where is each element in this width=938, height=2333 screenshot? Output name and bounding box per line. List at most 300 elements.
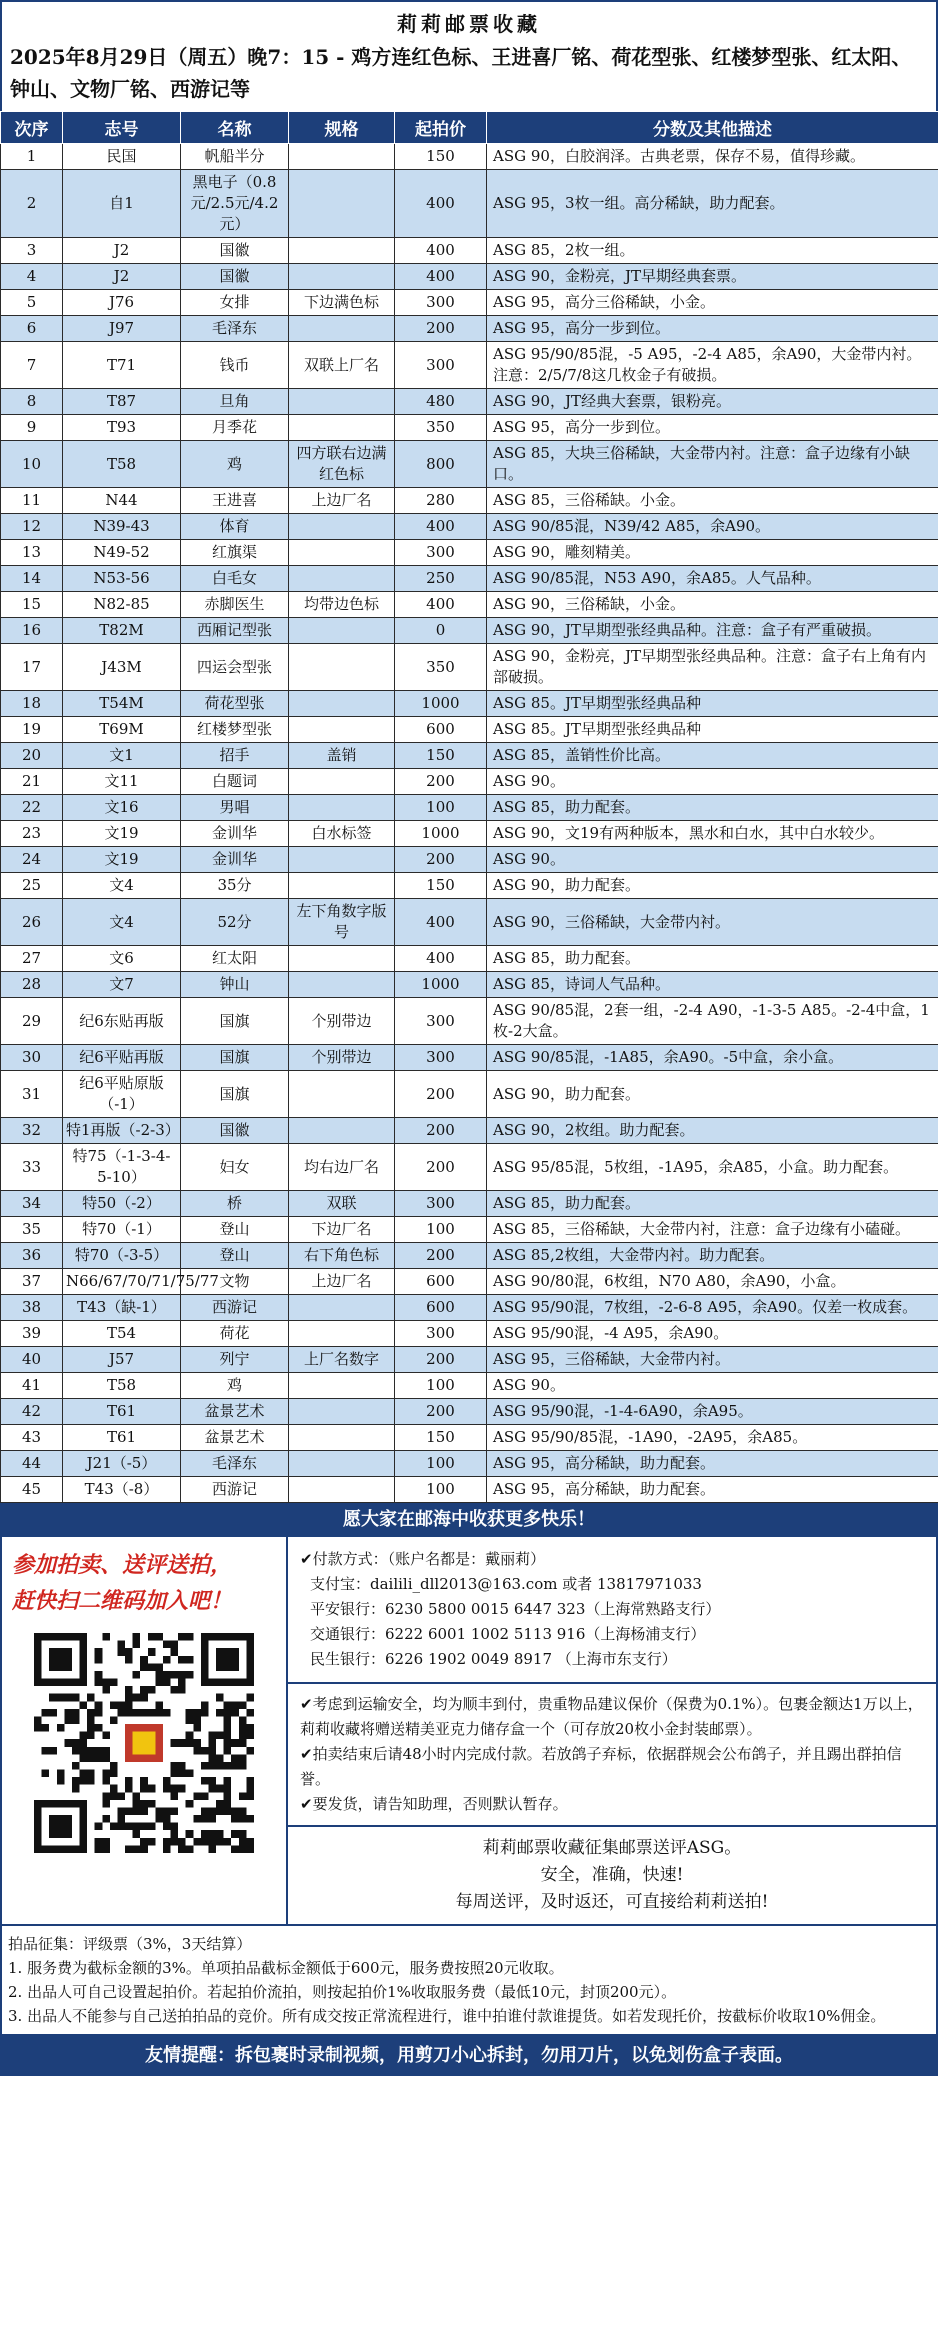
payment-alipay: 支付宝：dailili_dll2013@163.com 或者 13817971033 <box>310 1575 702 1593</box>
lot-description: ASG 85，三俗稀缺。小金。 <box>487 488 938 514</box>
lot-description: ASG 90/85混，-1A85，余A90。-5中盒，余小盒。 <box>487 1045 938 1071</box>
lot-code: N82-85 <box>63 592 181 618</box>
lot-start-price: 400 <box>395 238 487 264</box>
lot-spec: 四方联右边满红色标 <box>289 441 395 488</box>
lot-start-price: 200 <box>395 769 487 795</box>
lot-description: ASG 85，助力配套。 <box>487 1191 938 1217</box>
lot-spec <box>289 1477 395 1503</box>
table-row <box>1 1399 938 1425</box>
lot-name: 赤脚医生 <box>181 592 289 618</box>
lot-spec <box>289 769 395 795</box>
lot-code: J2 <box>63 264 181 290</box>
lot-order: 17 <box>1 644 63 691</box>
lot-order: 14 <box>1 566 63 592</box>
lot-description: ASG 85，助力配套。 <box>487 946 938 972</box>
lot-start-price: 350 <box>395 644 487 691</box>
lot-description: ASG 85，助力配套。 <box>487 795 938 821</box>
lot-code: J97 <box>63 316 181 342</box>
lot-spec <box>289 170 395 238</box>
table-row <box>1 1243 938 1269</box>
table-row <box>1 415 938 441</box>
lot-start-price: 1000 <box>395 821 487 847</box>
lot-name: 西游记 <box>181 1295 289 1321</box>
lot-description: ASG 95/90混，7枚组，-2-6-8 A95，余A90。仅差一枚成套。 <box>487 1295 938 1321</box>
lot-code: 文7 <box>63 972 181 998</box>
lot-spec <box>289 566 395 592</box>
lot-description: ASG 95/90混，-1-4-6A90，余A95。 <box>487 1399 938 1425</box>
lot-order: 23 <box>1 821 63 847</box>
lot-description: ASG 85，2枚一组。 <box>487 238 938 264</box>
lot-description: ASG 90，三俗稀缺，小金。 <box>487 592 938 618</box>
column-header-name: 名称 <box>181 112 289 144</box>
lot-name: 毛泽东 <box>181 1451 289 1477</box>
wish-banner: 愿大家在邮海中收获更多快乐！ <box>0 1503 938 1537</box>
lot-start-price: 400 <box>395 264 487 290</box>
lot-name: 妇女 <box>181 1144 289 1191</box>
lot-name: 帆船半分 <box>181 144 289 170</box>
lot-start-price: 400 <box>395 514 487 540</box>
lot-spec <box>289 316 395 342</box>
table-row <box>1 264 938 290</box>
lot-spec: 个别带边 <box>289 1045 395 1071</box>
lot-spec <box>289 717 395 743</box>
lot-code: T82M <box>63 618 181 644</box>
lot-spec <box>289 238 395 264</box>
lot-name: 列宁 <box>181 1347 289 1373</box>
lot-name: 国徽 <box>181 264 289 290</box>
lot-order: 5 <box>1 290 63 316</box>
lot-name: 52分 <box>181 899 289 946</box>
lot-name: 西厢记型张 <box>181 618 289 644</box>
lot-name: 女排 <box>181 290 289 316</box>
lot-description: ASG 90/80混，6枚组，N70 A80，余A90，小盒。 <box>487 1269 938 1295</box>
table-row <box>1 1321 938 1347</box>
lot-code: N44 <box>63 488 181 514</box>
lot-start-price: 150 <box>395 144 487 170</box>
note-payment-deadline: ✔拍卖结束后请48小时内完成付款。若放鸽子弃标，依据群规会公布鸽子，并且踢出群拍信誉。 <box>300 1745 902 1788</box>
lot-order: 25 <box>1 873 63 899</box>
lot-description: ASG 95，高分稀缺，助力配套。 <box>487 1477 938 1503</box>
lot-spec <box>289 1321 395 1347</box>
lot-start-price: 600 <box>395 717 487 743</box>
lot-start-price: 300 <box>395 1191 487 1217</box>
lot-spec: 下边厂名 <box>289 1217 395 1243</box>
lot-name: 桥 <box>181 1191 289 1217</box>
lot-name: 国徽 <box>181 238 289 264</box>
table-row <box>1 566 938 592</box>
table-row <box>1 170 938 238</box>
lot-code: T58 <box>63 1373 181 1399</box>
lot-code: 文6 <box>63 946 181 972</box>
column-header-description: 分数及其他描述 <box>487 112 938 144</box>
table-row <box>1 847 938 873</box>
lot-start-price: 150 <box>395 743 487 769</box>
lot-spec <box>289 1399 395 1425</box>
page-title: 莉莉邮票收藏 <box>397 12 541 36</box>
lot-start-price: 100 <box>395 795 487 821</box>
lot-code: 特70（-3-5） <box>63 1243 181 1269</box>
lot-start-price: 300 <box>395 998 487 1045</box>
lot-start-price: 400 <box>395 592 487 618</box>
lot-start-price: 200 <box>395 1118 487 1144</box>
slogan-line-1: 莉莉邮票收藏征集邮票送评ASG。 <box>482 1838 742 1858</box>
lot-spec <box>289 644 395 691</box>
table-row <box>1 514 938 540</box>
table-row <box>1 144 938 170</box>
lot-order: 4 <box>1 264 63 290</box>
lot-name: 体育 <box>181 514 289 540</box>
lot-order: 13 <box>1 540 63 566</box>
lot-description: ASG 95，三俗稀缺，大金带内衬。 <box>487 1347 938 1373</box>
slogan-block <box>288 1827 936 1924</box>
notes-block <box>288 1684 936 1827</box>
table-row <box>1 1295 938 1321</box>
lot-code: N66/67/70/71/75/77 <box>63 1269 181 1295</box>
table-row <box>1 1451 938 1477</box>
lot-start-price: 200 <box>395 1347 487 1373</box>
table-row <box>1 946 938 972</box>
table-row <box>1 1071 938 1118</box>
lot-code: 特75（-1-3-4-5-10） <box>63 1144 181 1191</box>
rules-block <box>0 1926 938 2036</box>
lot-description: ASG 85，大块三俗稀缺，大金带内衬。注意：盒子边缘有小缺口。 <box>487 441 938 488</box>
table-row <box>1 873 938 899</box>
lot-start-price: 150 <box>395 873 487 899</box>
lot-order: 19 <box>1 717 63 743</box>
lot-code: 文16 <box>63 795 181 821</box>
lot-start-price: 400 <box>395 946 487 972</box>
lot-spec: 下边满色标 <box>289 290 395 316</box>
lot-order: 40 <box>1 1347 63 1373</box>
promo-panel <box>2 1537 288 1924</box>
lot-start-price: 800 <box>395 441 487 488</box>
lot-order: 26 <box>1 899 63 946</box>
lot-name: 35分 <box>181 873 289 899</box>
page-subtitle: 2025年8月29日（周五）晚7：15 - 鸡方连红色标、王进喜厂铭、荷花型张、红楼梦型张、红太阳、钟山、文物厂铭、西游记等 <box>10 45 912 101</box>
lot-spec <box>289 873 395 899</box>
lot-code: 特70（-1） <box>63 1217 181 1243</box>
table-row <box>1 618 938 644</box>
lot-name: 金训华 <box>181 821 289 847</box>
note-shipping: ✔考虑到运输安全，均为顺丰到付，贵重物品建议保价（保费为0.1%）。包裹金额达1万以上，莉莉收藏将赠送精美亚克力储存盒一个（可存放20枚小金封装邮票）。 <box>300 1695 923 1738</box>
lot-start-price: 300 <box>395 342 487 389</box>
lot-name: 红旗渠 <box>181 540 289 566</box>
lot-code: 自1 <box>63 170 181 238</box>
table-row <box>1 1269 938 1295</box>
lot-order: 35 <box>1 1217 63 1243</box>
table-row <box>1 743 938 769</box>
table-row <box>1 717 938 743</box>
lot-spec <box>289 691 395 717</box>
info-section <box>0 1537 938 1926</box>
note-delivery: ✔要发货，请告知助理，否则默认暂存。 <box>300 1795 568 1813</box>
lot-order: 31 <box>1 1071 63 1118</box>
lot-spec: 个别带边 <box>289 998 395 1045</box>
table-row <box>1 441 938 488</box>
lot-code: 特50（-2） <box>63 1191 181 1217</box>
lot-start-price: 350 <box>395 415 487 441</box>
lot-code: J57 <box>63 1347 181 1373</box>
lot-spec <box>289 144 395 170</box>
lot-spec: 右下角色标 <box>289 1243 395 1269</box>
lot-spec: 盖销 <box>289 743 395 769</box>
lot-description: ASG 95，高分稀缺，助力配套。 <box>487 1451 938 1477</box>
lot-order: 2 <box>1 170 63 238</box>
lot-description: ASG 85。JT早期型张经典品种 <box>487 691 938 717</box>
table-row <box>1 316 938 342</box>
lot-name: 国旗 <box>181 998 289 1045</box>
lot-start-price: 600 <box>395 1269 487 1295</box>
lot-name: 登山 <box>181 1217 289 1243</box>
lot-name: 白题词 <box>181 769 289 795</box>
rule-item: 3. 出品人不能参与自己送拍拍品的竞价。所有成交按正常流程进行，谁中拍谁付款谁提货。如若发现托价，按截标价收取10%佣金。 <box>8 2007 886 2025</box>
lot-code: 文4 <box>63 873 181 899</box>
table-row <box>1 998 938 1045</box>
rules-heading: 拍品征集：评级票（3%，3天结算） <box>8 1935 252 1953</box>
header <box>0 0 938 111</box>
lot-order: 1 <box>1 144 63 170</box>
lot-description: ASG 95，3枚一组。高分稀缺，助力配套。 <box>487 170 938 238</box>
qr-code-icon[interactable] <box>34 1633 254 1853</box>
rule-item: 1. 服务费为截标金额的3%。单项拍品截标金额低于600元，服务费按照20元收取。 <box>8 1959 564 1977</box>
lot-code: 特1再版（-2-3） <box>63 1118 181 1144</box>
table-row <box>1 592 938 618</box>
lot-spec <box>289 1295 395 1321</box>
lot-name: 荷花型张 <box>181 691 289 717</box>
lot-start-price: 300 <box>395 1321 487 1347</box>
lot-order: 33 <box>1 1144 63 1191</box>
lot-code: 文11 <box>63 769 181 795</box>
promo-line-2: 赶快扫二维码加入吧！ <box>12 1588 233 1614</box>
lot-spec: 均带边色标 <box>289 592 395 618</box>
lot-code: 文19 <box>63 821 181 847</box>
lot-code: T93 <box>63 415 181 441</box>
lot-start-price: 100 <box>395 1451 487 1477</box>
lot-code: 纪6平贴再版 <box>63 1045 181 1071</box>
lot-spec <box>289 618 395 644</box>
lot-order: 39 <box>1 1321 63 1347</box>
lot-spec <box>289 847 395 873</box>
lot-code: 纪6平贴原版（-1） <box>63 1071 181 1118</box>
lot-description: ASG 90，白胶润泽。古典老票，保存不易，值得珍藏。 <box>487 144 938 170</box>
lot-start-price: 400 <box>395 170 487 238</box>
lot-start-price: 100 <box>395 1217 487 1243</box>
table-row <box>1 821 938 847</box>
table-row <box>1 795 938 821</box>
lot-start-price: 300 <box>395 540 487 566</box>
lot-name: 毛泽东 <box>181 316 289 342</box>
lot-description: ASG 95/90/85混，-5 A95，-2-4 A85，余A90，大金带内衬。注意：2/5/7/8这几枚金子有破损。 <box>487 342 938 389</box>
lot-spec: 左下角数字版号 <box>289 899 395 946</box>
lot-name: 国徽 <box>181 1118 289 1144</box>
table-row <box>1 342 938 389</box>
table-row <box>1 1347 938 1373</box>
lot-code: 文1 <box>63 743 181 769</box>
lot-spec <box>289 1425 395 1451</box>
lot-start-price: 200 <box>395 1243 487 1269</box>
lot-spec: 上厂名数字 <box>289 1347 395 1373</box>
lot-name: 钱币 <box>181 342 289 389</box>
lot-description: ASG 85，诗词人气品种。 <box>487 972 938 998</box>
lot-start-price: 200 <box>395 1399 487 1425</box>
table-row <box>1 540 938 566</box>
lot-description: ASG 85。JT早期型张经典品种 <box>487 717 938 743</box>
slogan-line-2: 安全，准确，快速! <box>540 1865 684 1885</box>
lot-description: ASG 90，助力配套。 <box>487 1071 938 1118</box>
lot-start-price: 200 <box>395 1144 487 1191</box>
lot-description: ASG 90，雕刻精美。 <box>487 540 938 566</box>
lot-spec: 双联上厂名 <box>289 342 395 389</box>
lot-order: 21 <box>1 769 63 795</box>
lot-description: ASG 90，金粉亮，JT早期型张经典品种。注意：盒子右上角有内部破损。 <box>487 644 938 691</box>
lot-name: 男唱 <box>181 795 289 821</box>
column-header-order: 次序 <box>1 112 63 144</box>
lots-body <box>1 144 938 1503</box>
lot-code: 纪6东贴再版 <box>63 998 181 1045</box>
lot-name: 文物 <box>181 1269 289 1295</box>
lot-description: ASG 95，高分一步到位。 <box>487 316 938 342</box>
lot-name: 登山 <box>181 1243 289 1269</box>
lot-description: ASG 85，三俗稀缺，大金带内衬，注意：盒子边缘有小磕碰。 <box>487 1217 938 1243</box>
lot-order: 8 <box>1 389 63 415</box>
lot-spec <box>289 514 395 540</box>
lot-spec <box>289 415 395 441</box>
table-row <box>1 1373 938 1399</box>
lot-code: N39-43 <box>63 514 181 540</box>
lot-name: 钟山 <box>181 972 289 998</box>
lot-order: 29 <box>1 998 63 1045</box>
lot-start-price: 0 <box>395 618 487 644</box>
lot-start-price: 280 <box>395 488 487 514</box>
lot-order: 45 <box>1 1477 63 1503</box>
lot-description: ASG 90，JT经典大套票，银粉亮。 <box>487 389 938 415</box>
lot-code: J21（-5） <box>63 1451 181 1477</box>
lot-order: 6 <box>1 316 63 342</box>
lot-spec <box>289 1118 395 1144</box>
lot-description: ASG 95，高分三俗稀缺，小金。 <box>487 290 938 316</box>
lot-description: ASG 95/85混，5枚组，-1A95，余A85，小盒。助力配套。 <box>487 1144 938 1191</box>
lot-name: 四运会型张 <box>181 644 289 691</box>
table-row <box>1 488 938 514</box>
lot-spec: 均右边厂名 <box>289 1144 395 1191</box>
lot-code: T43（-8） <box>63 1477 181 1503</box>
lot-description: ASG 90/85混，N39/42 A85，余A90。 <box>487 514 938 540</box>
lot-name: 白毛女 <box>181 566 289 592</box>
lot-order: 20 <box>1 743 63 769</box>
table-row <box>1 290 938 316</box>
lot-code: T71 <box>63 342 181 389</box>
lot-start-price: 100 <box>395 1373 487 1399</box>
lot-spec <box>289 389 395 415</box>
lot-description: ASG 90。 <box>487 1373 938 1399</box>
lot-code: 文19 <box>63 847 181 873</box>
lot-name: 鸡 <box>181 441 289 488</box>
column-header-start-price: 起拍价 <box>395 112 487 144</box>
payment-pingan-bank: 平安银行：6230 5800 0015 6447 323（上海常熟路支行） <box>310 1600 721 1618</box>
table-row <box>1 389 938 415</box>
lot-spec <box>289 1451 395 1477</box>
lot-description: ASG 90，JT早期型张经典品种。注意：盒子有严重破损。 <box>487 618 938 644</box>
table-row <box>1 1118 938 1144</box>
table-row <box>1 1191 938 1217</box>
lot-order: 18 <box>1 691 63 717</box>
lot-description: ASG 95/90/85混，-1A90，-2A95，余A85。 <box>487 1425 938 1451</box>
lot-order: 10 <box>1 441 63 488</box>
lot-spec <box>289 972 395 998</box>
table-row <box>1 644 938 691</box>
lot-order: 36 <box>1 1243 63 1269</box>
lot-start-price: 150 <box>395 1425 487 1451</box>
column-header-spec: 规格 <box>289 112 395 144</box>
rule-item: 2. 出品人可自己设置起拍价。若起拍价流拍，则按起拍价1%收取服务费（最低10元，封顶200元）。 <box>8 1983 677 2001</box>
lot-code: N53-56 <box>63 566 181 592</box>
lot-spec <box>289 264 395 290</box>
table-header-row <box>1 112 938 144</box>
lot-description: ASG 90/85混，N53 A90，余A85。人气品种。 <box>487 566 938 592</box>
lot-code: 文4 <box>63 899 181 946</box>
lot-name: 黑电子（0.8元/2.5元/4.2元） <box>181 170 289 238</box>
lot-order: 28 <box>1 972 63 998</box>
lot-start-price: 600 <box>395 1295 487 1321</box>
table-row <box>1 1217 938 1243</box>
lot-spec: 双联 <box>289 1191 395 1217</box>
lot-order: 11 <box>1 488 63 514</box>
lot-start-price: 100 <box>395 1477 487 1503</box>
table-row <box>1 1144 938 1191</box>
lot-start-price: 200 <box>395 847 487 873</box>
lot-code: T87 <box>63 389 181 415</box>
lot-order: 22 <box>1 795 63 821</box>
lot-name: 鸡 <box>181 1373 289 1399</box>
lot-spec <box>289 795 395 821</box>
lot-code: T58 <box>63 441 181 488</box>
lot-order: 34 <box>1 1191 63 1217</box>
table-row <box>1 1425 938 1451</box>
lot-spec <box>289 1071 395 1118</box>
lot-code: T61 <box>63 1425 181 1451</box>
lot-name: 旦角 <box>181 389 289 415</box>
lot-code: N49-52 <box>63 540 181 566</box>
lot-code: T43（缺-1） <box>63 1295 181 1321</box>
lot-spec: 上边厂名 <box>289 1269 395 1295</box>
lot-description: ASG 95，高分一步到位。 <box>487 415 938 441</box>
lot-description: ASG 90。 <box>487 769 938 795</box>
lot-order: 7 <box>1 342 63 389</box>
lots-table <box>0 111 938 1503</box>
lot-name: 王进喜 <box>181 488 289 514</box>
lot-description: ASG 85,2枚组，大金带内衬。助力配套。 <box>487 1243 938 1269</box>
lot-name: 招手 <box>181 743 289 769</box>
lot-start-price: 400 <box>395 899 487 946</box>
lot-code: T54 <box>63 1321 181 1347</box>
lot-start-price: 200 <box>395 1071 487 1118</box>
lot-spec <box>289 946 395 972</box>
table-row <box>1 238 938 264</box>
lot-name: 红太阳 <box>181 946 289 972</box>
lot-description: ASG 90，文19有两种版本，黑水和白水，其中白水较少。 <box>487 821 938 847</box>
footer-reminder: 友情提醒：拆包裹时录制视频，用剪刀小心拆封，勿用刀片，以免划伤盒子表面。 <box>0 2036 938 2076</box>
lot-order: 9 <box>1 415 63 441</box>
lot-description: ASG 90。 <box>487 847 938 873</box>
table-row <box>1 769 938 795</box>
lot-name: 月季花 <box>181 415 289 441</box>
lot-start-price: 1000 <box>395 691 487 717</box>
lot-start-price: 200 <box>395 316 487 342</box>
lot-order: 12 <box>1 514 63 540</box>
lot-order: 16 <box>1 618 63 644</box>
lot-spec: 上边厂名 <box>289 488 395 514</box>
lot-code: T54M <box>63 691 181 717</box>
